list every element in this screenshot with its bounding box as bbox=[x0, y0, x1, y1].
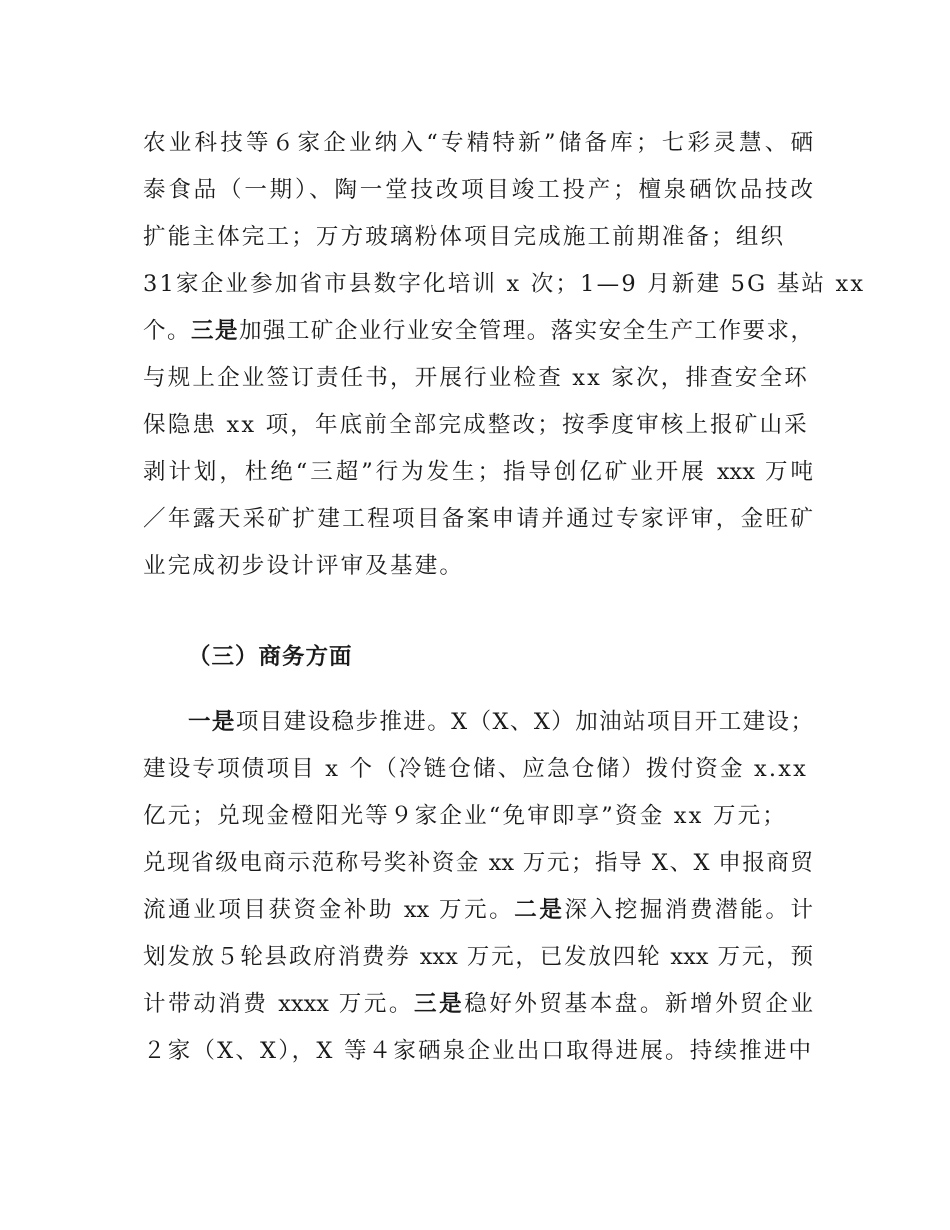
paragraph-line: 划发放５轮县政府消费券 xxx 万元，已发放四轮 xxx 万元，预 bbox=[143, 944, 813, 970]
paragraph-line: 保隐患 xx 项，年底前全部完成整改；按季度审核上报矿山采 bbox=[143, 412, 809, 438]
paragraph-line: 31家企业参加省市县数字化培训 x 次；1—9 月新建 5G 基站 xx bbox=[143, 271, 866, 297]
paragraph-line: 与规上企业签订责任书，开展行业检查 xx 家次，排查安全环 bbox=[143, 365, 809, 391]
bold-lead-in: 一是 bbox=[188, 709, 236, 735]
paragraph-line: 建设专项债项目 x 个（冷链仓储、应急仓储）拨付资金 x.xx bbox=[143, 756, 809, 782]
paragraph-line: 亿元；兑现金橙阳光等９家企业“免审即享”资金 xx 万元； bbox=[143, 803, 787, 829]
paragraph-line: 泰食品（一期）、陶一堂技改项目竣工投产；檀泉硒饮品技改 bbox=[143, 177, 813, 203]
line-text: 深入挖掘消费潜能。计 bbox=[564, 897, 813, 923]
paragraph-line bbox=[143, 895, 813, 925]
line-text: 稳好外贸基本盘。新增外贸企业 bbox=[464, 991, 813, 1017]
line-prefix: 个。 bbox=[143, 318, 191, 344]
line-prefix: 流通业项目获资金补助 xx 万元。 bbox=[143, 897, 515, 923]
paragraph-line: 扩能主体完工；万方玻璃粉体项目完成施工前期准备；组织 bbox=[143, 224, 786, 250]
paragraph-line: 兑现省级电商示范称号奖补资金 xx 万元；指导 X、X 申报商贸 bbox=[143, 850, 813, 876]
bold-lead-in: 二是 bbox=[514, 897, 565, 923]
paragraph-line bbox=[143, 316, 813, 346]
line-prefix: 计带动消费 xxxx 万元。 bbox=[143, 991, 415, 1017]
paragraph-line: 农业科技等６家企业纳入“专精特新”储备库；七彩灵慧、硒 bbox=[143, 130, 813, 156]
bold-lead-in: 三是 bbox=[414, 991, 465, 1017]
paragraph-line: 剥计划，杜绝“三超”行为发生；指导创亿矿业开展 xxx 万吨 bbox=[143, 459, 813, 485]
paragraph-line: ２家（X、X），X 等４家硒泉企业出口取得进展。持续推进中 bbox=[143, 1038, 814, 1064]
section-heading: （三）商务方面 bbox=[188, 644, 353, 670]
paragraph-line bbox=[143, 989, 813, 1019]
paragraph-line bbox=[188, 707, 813, 737]
line-text: 加强工矿企业行业安全管理。落实安全生产工作要求， bbox=[238, 318, 813, 344]
line-text: 项目建设稳步推进。X（X、X）加油站项目开工建设； bbox=[235, 709, 813, 735]
paragraph-line: 业完成初步设计评审及基建。 bbox=[143, 553, 465, 579]
paragraph-line: ／年露天采矿扩建工程项目备案申请并通过专家评审，金旺矿 bbox=[143, 506, 813, 532]
bold-lead-in: 三是 bbox=[190, 318, 239, 344]
